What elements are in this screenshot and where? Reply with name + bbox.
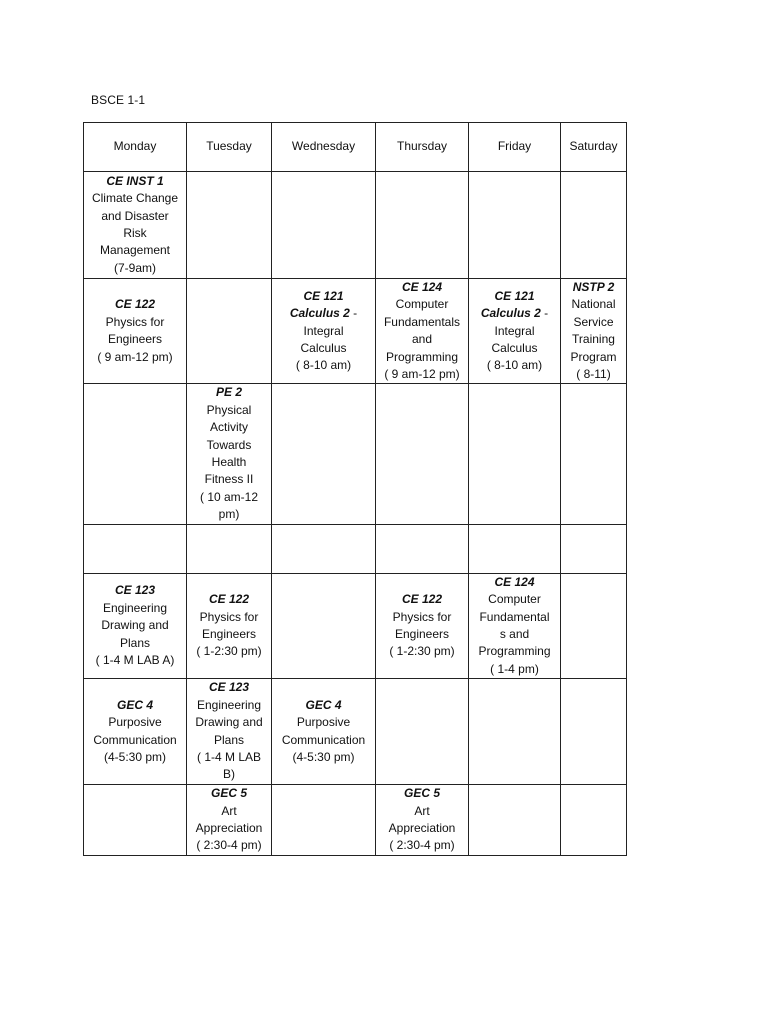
schedule-cell-tuesday (187, 524, 272, 573)
course-detail-line: ( 2:30-4 pm) (196, 838, 262, 853)
schedule-cell-monday (84, 573, 187, 678)
course-detail-line: s and (499, 626, 530, 641)
schedule-cell-wednesday (272, 384, 376, 524)
course-code: GEC 5 (403, 786, 440, 801)
course-detail-line: and Disaster (101, 208, 169, 223)
schedule-cell-wednesday (272, 524, 376, 573)
schedule-cell-friday (469, 384, 561, 524)
course-subtitle-line (275, 305, 372, 322)
day-header-tuesday: Tuesday (187, 123, 272, 172)
course-detail-line: Physics for (105, 314, 165, 329)
course-detail-line: ( 1-2:30 pm) (196, 644, 262, 659)
schedule-row (84, 679, 627, 785)
course-detail-line: ( 9 am-12 pm) (97, 349, 173, 364)
course-detail-line: Engineering (196, 697, 262, 712)
schedule-table (83, 122, 627, 856)
course-detail-line: (7-9am) (113, 260, 156, 275)
course-detail-line: Physical (206, 402, 252, 417)
schedule-cell-wednesday (272, 279, 376, 384)
course-detail-line: Engineers (394, 626, 450, 641)
course-code: CE 123 (208, 680, 250, 695)
course-code: GEC 5 (210, 786, 247, 801)
course-detail-line: Towards (206, 437, 252, 452)
course-code: CE 124 (401, 280, 443, 294)
course-detail-line: B) (223, 767, 235, 782)
schedule-cell-tuesday (187, 384, 272, 524)
schedule-cell-tuesday (187, 679, 272, 785)
course-code: CE 122 (401, 592, 443, 607)
course-code: CE 122 (208, 592, 250, 607)
schedule-row (84, 573, 627, 678)
course-detail-line: Fundamentals (383, 314, 461, 329)
schedule-cell-tuesday (187, 785, 272, 856)
course-detail-line: ( 1-4 M LAB (196, 750, 262, 765)
schedule-cell-saturday (561, 172, 627, 279)
schedule-cell-wednesday (272, 679, 376, 785)
course-detail-line: pm) (218, 507, 240, 522)
course-subtitle-suffix: - (349, 306, 358, 321)
course-detail-line: Appreciation (195, 820, 263, 835)
course-detail-line: Training (572, 332, 615, 347)
course-detail-line: and (411, 332, 433, 347)
course-detail-line: Integral (303, 323, 344, 338)
course-code: CE 123 (114, 583, 156, 598)
course-detail-line: Purposive (296, 715, 351, 730)
course-code: CE 124 (494, 574, 535, 589)
course-detail-line: Programming (385, 349, 459, 364)
course-detail-line: ( 1-4 M LAB A) (95, 653, 175, 668)
schedule-row (84, 785, 627, 856)
schedule-cell-thursday (376, 573, 469, 678)
course-detail-line: Drawing and (101, 618, 169, 633)
schedule-cell-friday (469, 524, 561, 573)
schedule-cell-saturday (561, 785, 627, 856)
schedule-cell-monday (84, 279, 187, 384)
course-detail-line: Activity (209, 420, 248, 435)
course-detail-line: ( 1-2:30 pm) (389, 644, 455, 659)
schedule-cell-saturday (561, 384, 627, 524)
schedule-cell-thursday (376, 524, 469, 573)
schedule-cell-thursday (376, 679, 469, 785)
course-code: CE INST 1 (106, 173, 164, 188)
course-detail-line: Drawing and (195, 715, 263, 730)
schedule-cell-friday (469, 172, 561, 279)
course-detail-line: Integral (494, 323, 535, 338)
course-detail-line: ( 1-4 pm) (490, 661, 539, 676)
schedule-cell-tuesday (187, 279, 272, 384)
schedule-row (84, 279, 627, 384)
schedule-cell-wednesday (272, 785, 376, 856)
schedule-cell-saturday (561, 679, 627, 785)
course-detail-line: Calculus (491, 340, 538, 355)
course-detail-line: Physics for (392, 609, 452, 624)
course-code: NSTP 2 (572, 280, 615, 294)
course-code: PE 2 (215, 385, 242, 400)
course-detail-line: Management (99, 243, 171, 258)
schedule-cell-thursday (376, 279, 469, 384)
course-detail-line: Engineers (107, 332, 163, 347)
schedule-cell-friday (469, 279, 561, 384)
course-detail-line: Program (570, 349, 617, 364)
course-detail-line: Plans (213, 732, 245, 747)
schedule-row (84, 524, 627, 573)
course-code: GEC 4 (305, 697, 342, 712)
schedule-cell-thursday (376, 785, 469, 856)
course-detail-line: Fitness II (204, 472, 254, 487)
course-detail-line: Art (414, 803, 430, 818)
course-detail-line: Plans (119, 635, 151, 650)
schedule-cell-saturday (561, 279, 627, 384)
course-detail-line: ( 10 am-12 (199, 489, 259, 504)
course-detail-line: National (571, 297, 616, 312)
schedule-cell-monday (84, 524, 187, 573)
course-subtitle: Calculus 2 (480, 306, 541, 321)
course-detail-line: Risk (123, 226, 147, 240)
schedule-cell-wednesday (272, 172, 376, 279)
schedule-row (84, 384, 627, 524)
schedule-cell-tuesday (187, 172, 272, 279)
course-detail-line: Physics for (199, 609, 259, 624)
course-detail-line: ( 2:30-4 pm) (389, 838, 455, 853)
schedule-cell-monday (84, 679, 187, 785)
schedule-row (84, 172, 627, 279)
course-code: GEC 4 (116, 697, 153, 712)
course-code: CE 121 (494, 288, 535, 303)
header-row (84, 123, 627, 172)
day-header-saturday: Saturday (561, 123, 627, 172)
course-detail-line: (4-5:30 pm) (103, 750, 167, 765)
day-header-monday: Monday (84, 123, 187, 172)
document-title: BSCE 1-1 (91, 93, 146, 107)
course-code: CE 121 (303, 288, 344, 303)
course-detail-line: ( 8-10 am) (295, 358, 352, 373)
course-detail-line: ( 9 am-12 pm) (384, 367, 460, 382)
schedule-cell-friday (469, 679, 561, 785)
schedule-cell-saturday (561, 524, 627, 573)
course-subtitle: Calculus 2 (289, 306, 350, 321)
course-detail-line: Programming (478, 644, 551, 659)
schedule-cell-friday (469, 785, 561, 856)
schedule-cell-tuesday (187, 573, 272, 678)
course-detail-line: ( 8-11) (576, 367, 611, 382)
schedule-cell-saturday (561, 573, 627, 678)
schedule-cell-thursday (376, 384, 469, 524)
schedule-cell-thursday (376, 172, 469, 279)
course-detail-line: ( 8-10 am) (486, 358, 543, 373)
course-detail-line: Engineers (201, 626, 257, 641)
course-detail-line: Communication (93, 732, 177, 747)
course-detail-line: Computer (395, 297, 449, 312)
course-code: CE 122 (114, 297, 156, 312)
day-header-thursday: Thursday (376, 123, 469, 172)
course-detail-line: Purposive (108, 715, 162, 730)
schedule-cell-wednesday (272, 573, 376, 678)
course-detail-line: Fundamental (479, 609, 550, 624)
schedule-cell-monday (84, 384, 187, 524)
course-detail-line: Communication (281, 732, 366, 747)
course-detail-line: Service (573, 314, 614, 329)
course-detail-line: Health (211, 455, 247, 470)
course-detail-line: Appreciation (388, 820, 456, 835)
course-detail-line: Climate Change (91, 191, 179, 206)
course-detail-line: Engineering (102, 600, 168, 615)
schedule-cell-monday (84, 785, 187, 856)
course-detail-line: (4-5:30 pm) (292, 750, 355, 765)
course-subtitle-suffix: - (540, 306, 549, 321)
schedule-cell-friday (469, 573, 561, 678)
course-detail-line: Calculus (300, 340, 347, 355)
day-header-wednesday: Wednesday (272, 123, 376, 172)
course-subtitle-line (472, 305, 557, 322)
schedule-cell-monday (84, 172, 187, 279)
course-detail-line: Computer (488, 592, 541, 607)
day-header-friday: Friday (469, 123, 561, 172)
course-detail-line: Art (221, 803, 237, 818)
